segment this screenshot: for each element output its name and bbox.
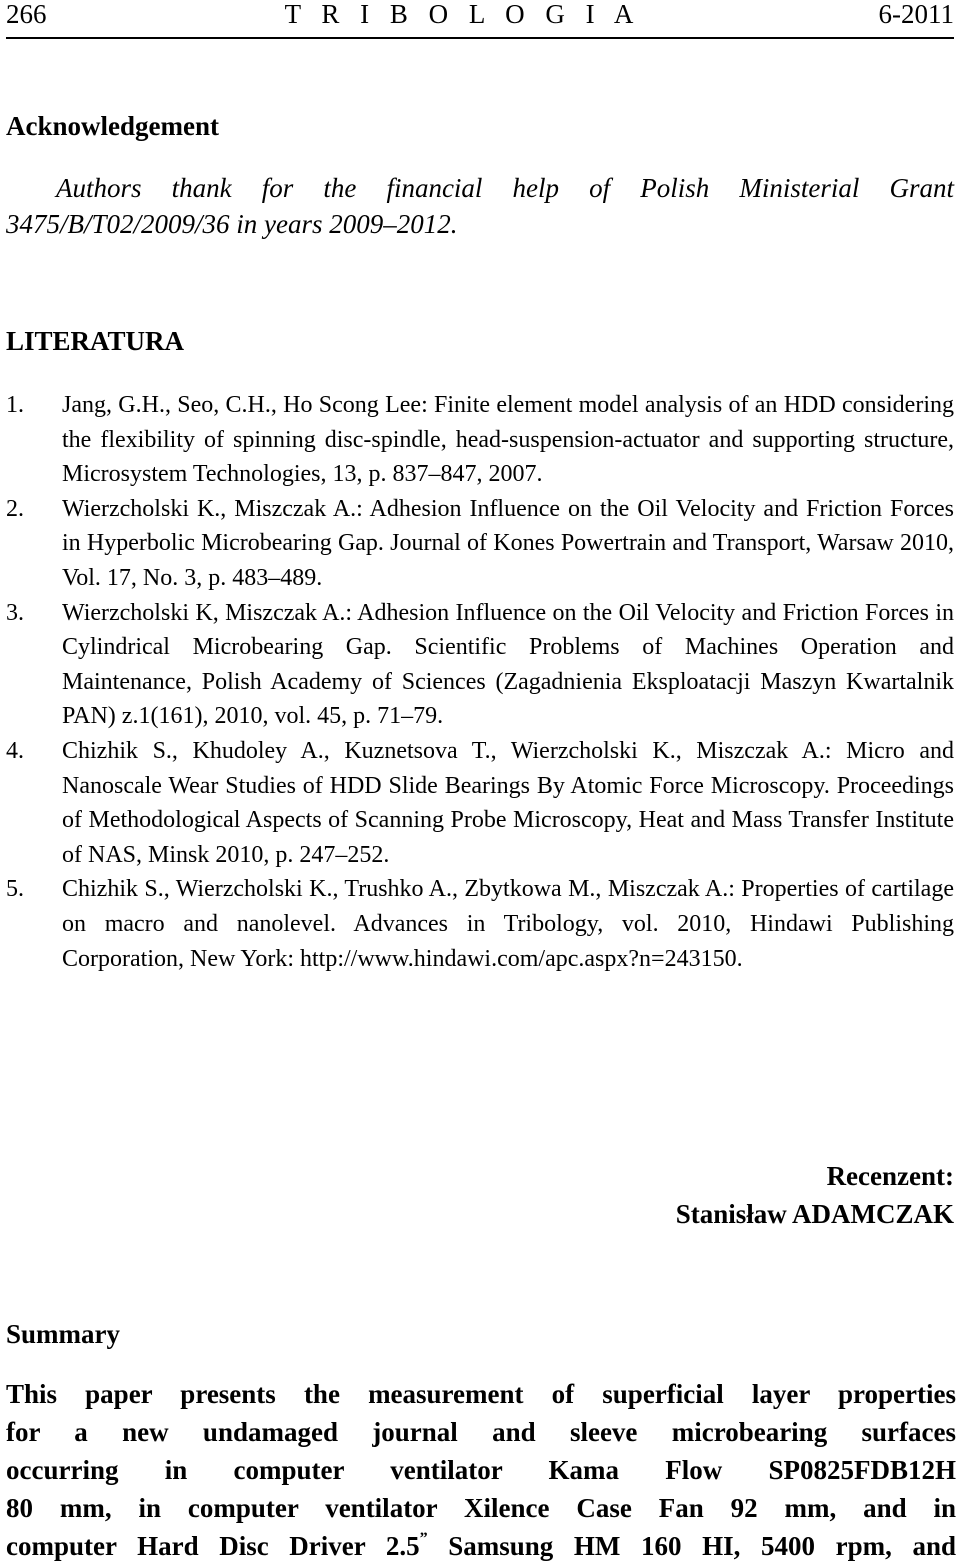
acknowledgement-text — [6, 170, 954, 242]
summary-heading: Summary — [6, 1319, 120, 1349]
inch-mark: ” — [419, 1530, 428, 1547]
reference-item — [6, 872, 954, 976]
reference-number: 1. — [6, 392, 24, 418]
reference-number: 2. — [6, 495, 24, 522]
reference-item — [6, 596, 954, 734]
summary-line — [6, 1527, 956, 1565]
acknowledgement-line: Authors thank for the financial help of Polish Ministerial Grant — [56, 173, 954, 203]
summary-line-part: Samsung HM 160 HI, 5400 rpm, and — [427, 1531, 956, 1561]
literature-heading: LITERATURA — [6, 326, 185, 356]
reference-item — [6, 492, 954, 596]
journal-name: T R I B O L O G I A — [284, 0, 641, 29]
running-header — [6, 0, 954, 32]
summary-line-part: computer Hard Disc Driver 2.5 — [6, 1531, 420, 1561]
header-divider — [6, 37, 954, 39]
reference-item — [6, 734, 954, 872]
acknowledgement-line: 3475/B/T02/2009/36 in years 2009–2012. — [6, 209, 458, 239]
reference-text: Wierzcholski K., Miszczak A.: Adhesion Influence on the Oil Velocity and Friction Forces in Hyperbolic Microbearing Gap. Journal of Kones Powertrain and Transport, Warsaw 2010, Vol. 17, No. 3, p. 483–489. — [62, 495, 954, 591]
reference-number: 3. — [6, 599, 24, 626]
summary-line: This paper presents the measurement of superficial layer properties — [6, 1379, 956, 1409]
reference-number: 4. — [6, 737, 24, 764]
summary-text — [6, 1375, 956, 1565]
reference-text: Chizhik S., Khudoley A., Kuznetsova T., Wierzcholski K., Miszczak A.: Micro and Nanoscale Wear Studies of HDD Slide Bearings By Atomic Force Microscopy. Proceedings of Methodological Aspects of Scanning Probe Microscopy, Heat and Mass Transfer Institute of NAS, Minsk 2010, p. 247–252. — [62, 737, 954, 868]
reference-text: Chizhik S., Wierzcholski K., Trushko A., Zbytkowa M., Miszczak A.: Properties of cartilage on macro and nanolevel. Advances in Tribology, vol. 2010, Hindawi Publishing Corporation, New York: http://www.hindawi.com/apc.aspx?n=243150. — [62, 876, 954, 972]
issue-number: 6-2011 — [878, 0, 954, 29]
summary-line: occurring in computer ventilator Kama Flow SP0825FDB12H — [6, 1455, 956, 1485]
reference-text: Jang, G.H., Seo, C.H., Ho Scong Lee: Finite element model analysis of an HDD considering the flexibility of spinning disc-spindle, head-suspension-actuator and supporting structure, Microsystem Technologies, 13, p. 837–847, 2007. — [62, 392, 954, 488]
reviewer-label: Recenzent: — [826, 1161, 954, 1191]
reference-text: Wierzcholski K, Miszczak A.: Adhesion Influence on the Oil Velocity and Friction Forces in Cylindrical Microbearing Gap. Scientific Problems of Machines Operation and Maintenance, Polish Academy of Sciences (Zagadnienia Eksploatacji Maszyn Kwartalnik PAN) z.1(161), 2010, vol. 45, p. 71–79. — [62, 599, 954, 730]
reference-item — [6, 388, 954, 492]
summary-line: for a new undamaged journal and sleeve microbearing surfaces — [6, 1417, 956, 1447]
summary-line: 80 mm, in computer ventilator Xilence Case Fan 92 mm, and in — [6, 1493, 956, 1523]
page-number: 266 — [6, 0, 47, 29]
reviewer-name: Stanisław ADAMCZAK — [675, 1199, 954, 1229]
acknowledgement-heading: Acknowledgement — [6, 111, 219, 141]
reference-list — [6, 388, 954, 976]
reference-number: 5. — [6, 876, 24, 903]
